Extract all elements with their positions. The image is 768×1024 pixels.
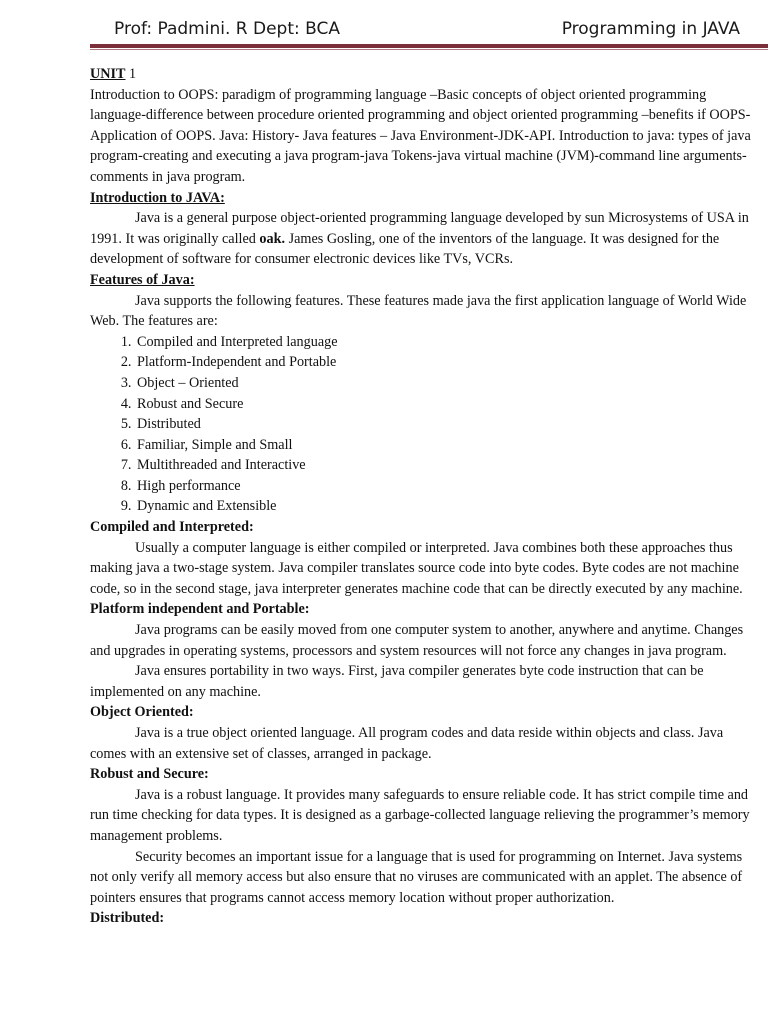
intro-text-a: Java is a general purpose object-oriented programming language developed by sun Microsystems of USA in 1991. It was originally called	[90, 210, 749, 247]
unit-title	[90, 64, 758, 85]
list-item: 1. Compiled and Interpreted language	[135, 332, 758, 353]
intro-paragraph	[90, 208, 758, 270]
header-rule-thin	[90, 49, 768, 50]
platform-paragraph-1: Java programs can be easily moved from one computer system to another, anywhere and anytime. Changes and upgrades in operating systems, processors and system resources will not force any changes in java program.	[90, 622, 744, 659]
platform-paragraph-2: Java ensures portability in two ways. First, java compiler generates byte code instruction that can be implemented on any machine.	[90, 663, 704, 700]
unit-label: UNIT	[90, 66, 126, 82]
list-item: 5. Distributed	[135, 414, 758, 435]
features-list	[90, 332, 758, 517]
list-item: 2. Platform-Independent and Portable	[135, 352, 758, 373]
list-item: 9. Dynamic and Extensible	[135, 496, 758, 517]
features-paragraph: Java supports the following features. These features made java the first application language of World Wide Web. The features are:	[90, 292, 747, 330]
list-item: 6. Familiar, Simple and Small	[135, 435, 758, 456]
oo-heading: Object Oriented:	[90, 704, 194, 721]
distributed-heading: Distributed:	[90, 910, 165, 927]
intro-text-bold: oak.	[259, 230, 286, 247]
platform-heading: Platform independent and Portable:	[90, 601, 310, 618]
header-rule	[90, 44, 768, 48]
list-item: 7. Multithreaded and Interactive	[135, 455, 758, 476]
list-item: 3. Object – Oriented	[135, 373, 758, 394]
robust-paragraph-1: Java is a robust language. It provides many safeguards to ensure reliable code. It has strict compile time and run time checking for data types. It is designed as a garbage-collected language relieving the programmer’s memory management problems.	[90, 786, 750, 844]
list-item: 4. Robust and Secure	[135, 394, 758, 415]
compiled-heading: Compiled and Interpreted:	[90, 519, 254, 536]
document-body	[90, 64, 758, 929]
unit-syllabus: Introduction to OOPS: paradigm of programming language –Basic concepts of object oriented programming language-difference between procedure oriented programming and object oriented programming –benefits if OOPS-Application of OOPS. Java: History- Java features – Java Environment-JDK-API. Introduction to java: types of java program-creating and executing a java program-java Tokens-java virtual machine (JVM)-command line arguments-comments in java program.	[90, 86, 751, 185]
header-author: Prof: Padmini. R Dept: BCA	[114, 19, 340, 39]
features-heading: Features of Java:	[90, 271, 195, 288]
header-subject: Programming in JAVA	[561, 19, 740, 39]
robust-paragraph-2: Security becomes an important issue for a language that is used for programming on Internet. Java systems not only verify all memory access but also ensure that no viruses are communicated with an applet. The absence of pointers ensures that programs cannot access memory location without proper authorization.	[90, 848, 743, 906]
oo-paragraph: Java is a true object oriented language. All program codes and data reside within objects and class. Java comes with an extensive set of classes, arranged in package.	[90, 725, 724, 762]
intro-heading: Introduction to JAVA:	[90, 189, 225, 206]
compiled-paragraph: Usually a computer language is either compiled or interpreted. Java combines both these approaches thus making java a two-stage system. Java compiler translates source code into byte codes. Byte codes are not machine code, so in the second stage, java interpreter generates machine code that can be directly executed by any machine.	[90, 539, 743, 597]
unit-number: 1	[125, 66, 137, 82]
robust-heading: Robust and Secure:	[90, 766, 209, 783]
list-item: 8. High performance	[135, 476, 758, 497]
intro-text-b: James Gosling, one of the inventors of the language. It was designed for the development of software for consumer electronic devices like TVs, VCRs.	[90, 230, 720, 268]
